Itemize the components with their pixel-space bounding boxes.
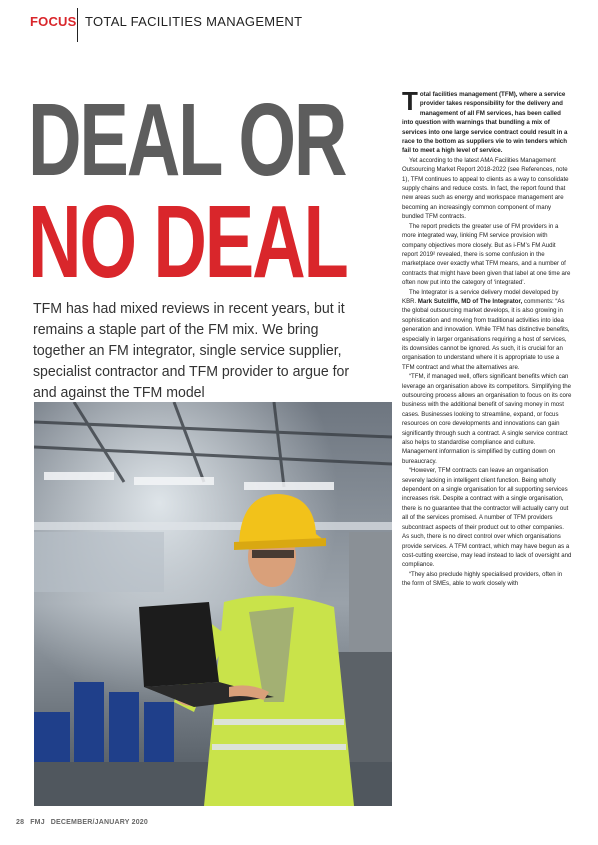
body-column (402, 86, 572, 589)
magazine-logo: FMJ (30, 819, 45, 826)
body-paragraph: Yet according to the latest AMA Facilities Management Outsourcing Market Report 2018-2022 (see References, note 1), TFM continues to appeal to clients as a way to consolidate supply chains and reduce costs. In fact, the report found that new areas such as energy and workspace management are becoming an increasingly common component of many bundled TFM contracts. (402, 156, 569, 221)
speaker-name: Mark Sutcliffe, MD of The Integrator, (417, 297, 523, 305)
body-paragraph: The report predicts the greater use of FM providers in a more integrated way, linking FM service provision with company objectives more closely. But as i-FM’s FM Audit report 2019² revealed, there is some confusion in the marketplace over exactly what TFM means, and a number of contracts that might have been given that label at one time are often now put into the category of ‘integrated’. (402, 222, 571, 287)
section-title: TOTAL FACILITIES MANAGEMENT (85, 14, 303, 29)
body-paragraph: “TFM, if managed well, offers significant benefits which can leverage an organisation above its competitors. Simplifying the outsourcing process allows an organisation to focus on its core business with the additional benefit of saving money in most cases. Businesses looking to streamline, expand, or focus resources on core developments and innovations can gain significantly through such a contract. A single service contract also helps to standardise compliance and culture. Management information is simplified by cutting down on bureaucracy. (402, 373, 572, 465)
issue-date: DECEMBER/JANUARY 2020 (50, 819, 148, 826)
headline-line2: NO DEAL (28, 184, 347, 299)
page-number: 28 (16, 819, 25, 826)
lead-paragraph (402, 86, 572, 156)
page-header (0, 0, 598, 46)
body-paragraph: “However, TFM contracts can leave an organisation severely lacking in intelligent client function. Being wholly dependent on a single organisation for all supporting services increases risk. Despite a contract with a single organisation, there is no guarantee that the contractor will actually carry out all of the services promised. A number of TFM providers subcontract aspects of their product out to other companies. As such, there is no direct control over which organisations provide services. A TFM contract, which may have begun as a cost-cutting exercise, may lead instead to lack of oversight and compliance. (402, 467, 572, 569)
page-footer (16, 819, 154, 826)
body-paragraph: “They also preclude highly specialised providers, often in the form of SMEs, able to work closely with (402, 570, 563, 588)
drop-cap: T (402, 86, 418, 116)
body-text: comments: “As the global outsourcing market develops, it is also growing in sophistication and moving from traditional activities into idea generation and innovation. While TFM has distinctive benefits, especially in larger organisations requiring a host of services, its downsides cannot be ignored. As such, it is crucial for an organisation to understand where it is appropriate to use a TFM contract and what the alternatives are. (402, 297, 570, 371)
standfirst: TFM has had mixed reviews in recent years, but it remains a staple part of the FM mix. We bring together an FM integrator, single service supplier, specialist contractor and TFM provider to argue for and against the TFM model (33, 300, 350, 401)
headline-line1: DEAL OR (28, 82, 346, 197)
lead-text: otal facilities management (TFM), where a service provider takes responsibility for the delivery and management of all FM services, has been called into question with warnings that bundling a mix of services into one large service contract could result in a race to the bottom as suppliers vie to win tenders which fail to meet a high level of service. (402, 91, 568, 155)
header-divider (77, 8, 78, 42)
body-text: The Integrator is a service delivery model developed by KBR. (402, 288, 559, 305)
section-tag: FOCUS (30, 14, 77, 29)
body-paragraph (402, 288, 572, 373)
worker-with-laptop-photo (34, 402, 392, 806)
